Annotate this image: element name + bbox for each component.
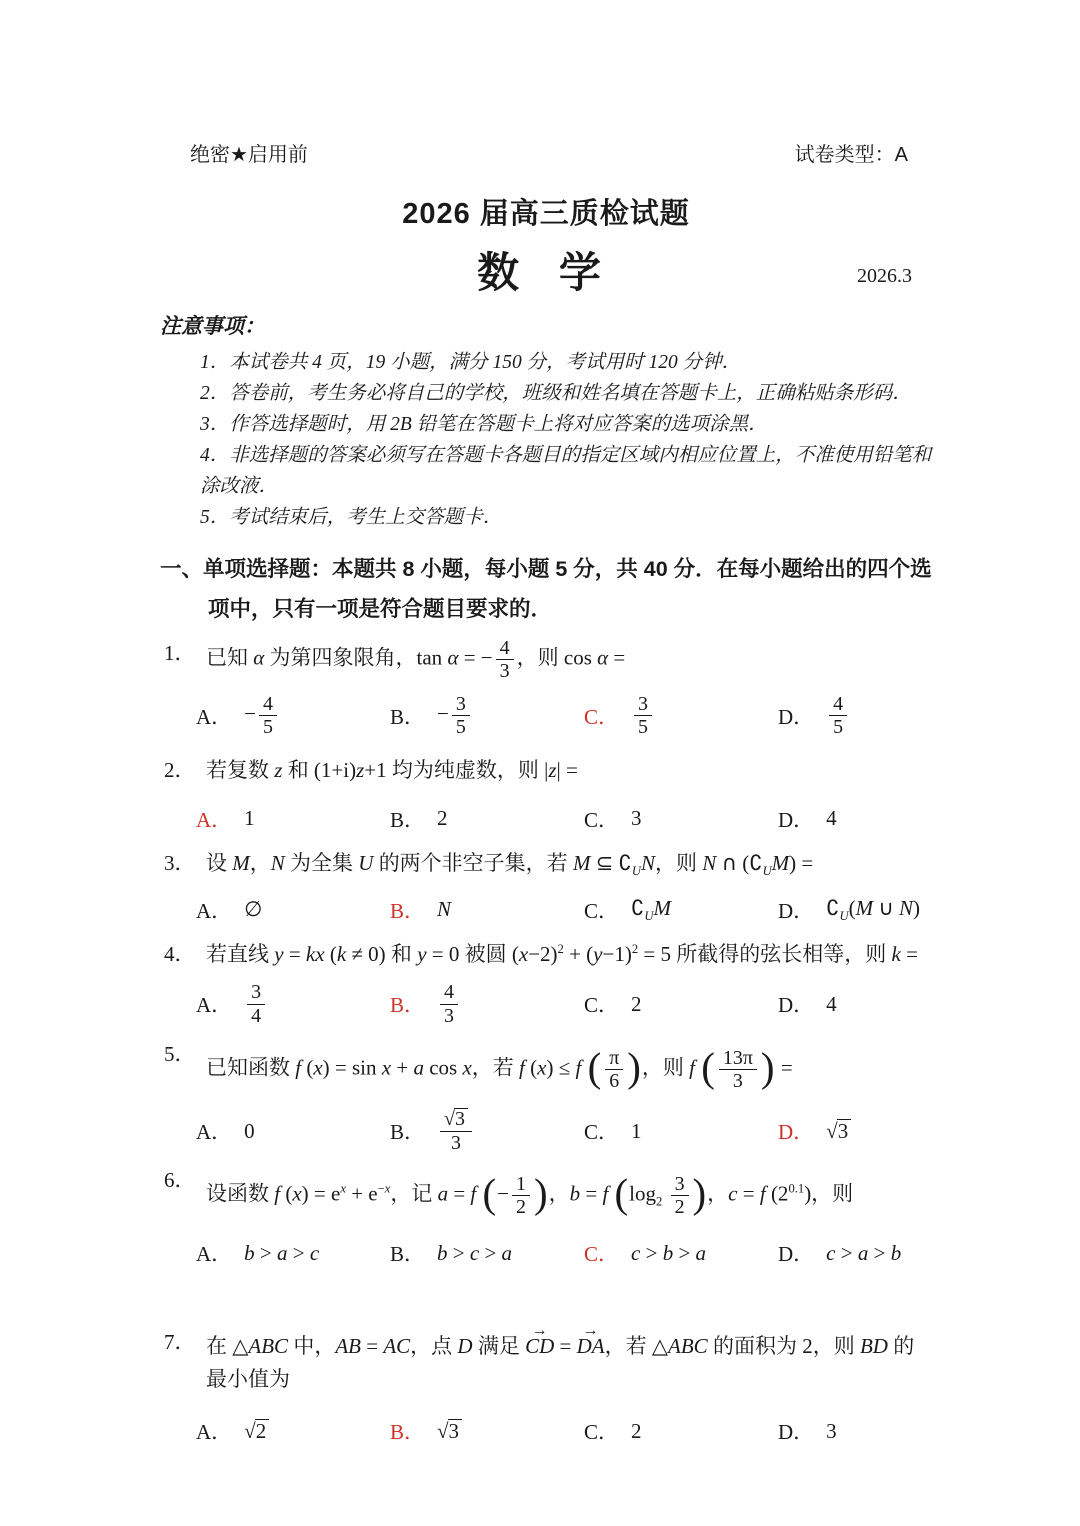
option-content: √3 [826,1119,851,1144]
option-d [778,1416,837,1446]
exam-paper [160,0,932,1446]
option-label: A． [196,898,233,923]
option-a [196,1116,390,1146]
notice-item: 5．考试结束后，考生上交答题卡． [200,507,503,528]
option-label: B． [390,993,426,1018]
option-label: B． [390,807,426,832]
notice-item: 2．答卷前，考生务必将自己的学校，班级和姓名填在答题卡上，正确粘贴条形码． [200,383,912,404]
option-content: 0 [244,1118,255,1143]
options-row [196,693,932,739]
question-number: 5． [164,1041,196,1066]
option-content: 4 [826,806,837,831]
question-stem: 已知 α 为第四象限角，tan α = − $\frac{4}{3}$ ，则 cos α = [206,637,626,683]
option-label: B． [390,1242,426,1267]
option-label: D． [778,1420,815,1445]
option-label: C． [584,1120,620,1145]
notice-item: 4．非选择题的答案必须写在答题卡各题目的指定区域内相应位置上，不准使用铅笔和涂改液． [200,445,932,497]
option-label: D． [778,807,815,832]
option-content: $\frac{√3}{3}$ [437,1108,475,1154]
options-row [196,1108,932,1154]
option-content: b > c > a [437,1240,513,1265]
option-content: b > a > c [244,1240,320,1265]
option-content: 1 [631,1118,642,1143]
option-c [584,1416,778,1446]
option-b [390,1416,584,1446]
option-content: N [437,897,452,922]
option-content: 4 [826,991,837,1016]
option-b [390,1238,584,1268]
question-number: 7． [164,1330,196,1355]
notice-heading: 注意事项： [160,315,265,338]
option-label: A． [196,1242,233,1267]
option-label: A． [196,1120,233,1145]
option-label: B． [390,1120,426,1145]
option-content: ∅ [244,897,263,922]
notice-item: 1．本试卷共 4 页，19 小题，满分 150 分，考试用时 120 分钟． [200,352,742,373]
subject-row [160,240,932,296]
option-content: − $\frac{3}{5}$ [437,693,473,739]
option-c [584,693,778,739]
option-content: $\frac{3}{4}$ [244,981,268,1027]
option-content: 3 [631,806,642,831]
option-content: 2 [631,991,642,1016]
exam-date: 2026.3 [857,265,912,287]
option-d [778,804,837,834]
option-label: C． [584,898,620,923]
option-b [390,693,584,739]
option-label: C． [584,1420,620,1445]
exam-title: 2026 届高三质检试题 [402,198,690,230]
option-content: c > a > b [826,1240,902,1265]
option-d [778,989,837,1019]
question-stem: 若复数 z 和 (1+i)z+1 均为纯虚数，则 |z| = [206,758,578,783]
option-a [196,1238,390,1268]
option-a [196,804,390,834]
question-1 [160,637,932,738]
option-a [196,895,390,925]
option-content: √3 [437,1419,462,1444]
question-6 [160,1164,932,1268]
option-d [778,693,850,739]
option-content: $\frac{4}{3}$ [437,981,461,1027]
security-label: 绝密★启用前 [190,144,308,166]
option-content: 2 [631,1418,642,1443]
option-label: B． [390,704,426,729]
options-row [196,804,932,834]
options-row [196,1238,932,1268]
option-label: C． [584,1242,620,1267]
option-label: D． [778,1120,815,1145]
option-d [778,1238,901,1268]
option-c [584,895,778,925]
question-stem: 设函数 f $(x) = e^x + e^{-x}$，记 a = f (− $\frac{1}{2}$ )，b = f ($\log_2$ $\frac{3}{2}$ )，c = f $(2^{0.1})$，则 [206,1170,854,1218]
options-row [196,981,932,1027]
question-number: 2． [164,758,196,783]
option-a [196,1416,390,1446]
option-b [390,895,584,925]
option-label: A． [196,704,233,729]
options-row [196,895,932,925]
question-3 [160,847,932,925]
option-label: A． [196,1420,233,1445]
question-7 [160,1321,932,1446]
question-2 [160,754,932,834]
option-content: 1 [244,806,255,831]
option-a [196,981,390,1027]
option-label: B． [390,898,426,923]
option-d [778,895,920,925]
paper-type-label: 试卷类型：A [794,144,908,166]
option-content: $∁_U(M$ ∪ N) [826,895,921,923]
option-content: − $\frac{4}{5}$ [244,693,280,739]
option-content: √2 [244,1419,269,1444]
question-number: 4． [164,941,196,966]
option-label: C． [584,807,620,832]
option-a [196,693,390,739]
option-b [390,981,584,1027]
option-content: $\frac{3}{5}$ [631,693,655,739]
option-b [390,804,584,834]
subject-title: 数 学 [477,249,615,296]
option-label: A． [196,807,233,832]
option-label: C． [584,704,620,729]
options-row [196,1416,932,1446]
option-label: D． [778,1242,815,1267]
question-number: 1． [164,641,196,665]
option-label: D． [778,898,815,923]
question-number: 6． [164,1167,196,1192]
option-content: c > b > a [631,1240,707,1265]
question-number: 3． [164,850,196,875]
option-label: A． [196,993,233,1018]
option-content: 2 [437,806,448,831]
question-stem: 在 △ABC 中，AB = AC，点 D 满足 → CD = → DA，若 △ABC 的面积为 2，则 BD 的最小值为 [206,1321,915,1391]
section-heading: 一、单项选择题：本题共 8 小题，每小题 5 分，共 40 分．在每小题给出的四个选项中，只有一项是符合题目要求的． [160,557,932,621]
option-label: D． [778,993,815,1018]
option-c [584,1238,778,1268]
notice-item: 3．作答选择题时，用 2B 铅笔在答题卡上将对应答案的选项涂黑． [200,414,768,435]
question-stem: 已知函数 f (x) = sin x + a cos x，若 f (x) ≤ f ( $\frac{\pi}{6}$ )，则 f ( $\frac{13\pi}{3}$ ) = [206,1044,793,1093]
option-d [778,1116,851,1146]
page-header [160,138,932,167]
option-b [390,1108,584,1154]
question-stem: 设 M，N 为全集 U 的两个非空子集，若 M ⊆ $∁_UN$，则 N ∩ $(∁_UM)$ = [206,850,814,879]
option-label: C． [584,993,620,1018]
question-stem: 若直线 y = kx (k ≠ 0) 和 y = 0 被圆 $(x-2)^2 + (y-1)^2 = 5$ 所截得的弦长相等，则 k = [206,941,918,966]
option-content: $∁_UM$ [631,895,671,923]
option-c [584,804,778,834]
option-c [584,989,778,1019]
option-label: B． [390,1420,426,1445]
option-content: 3 [826,1418,837,1443]
question-5 [160,1038,932,1155]
option-content: $\frac{4}{5}$ [826,693,850,739]
option-label: D． [778,704,815,729]
notice-list [200,347,932,533]
question-4 [160,938,932,1027]
option-c [584,1116,778,1146]
